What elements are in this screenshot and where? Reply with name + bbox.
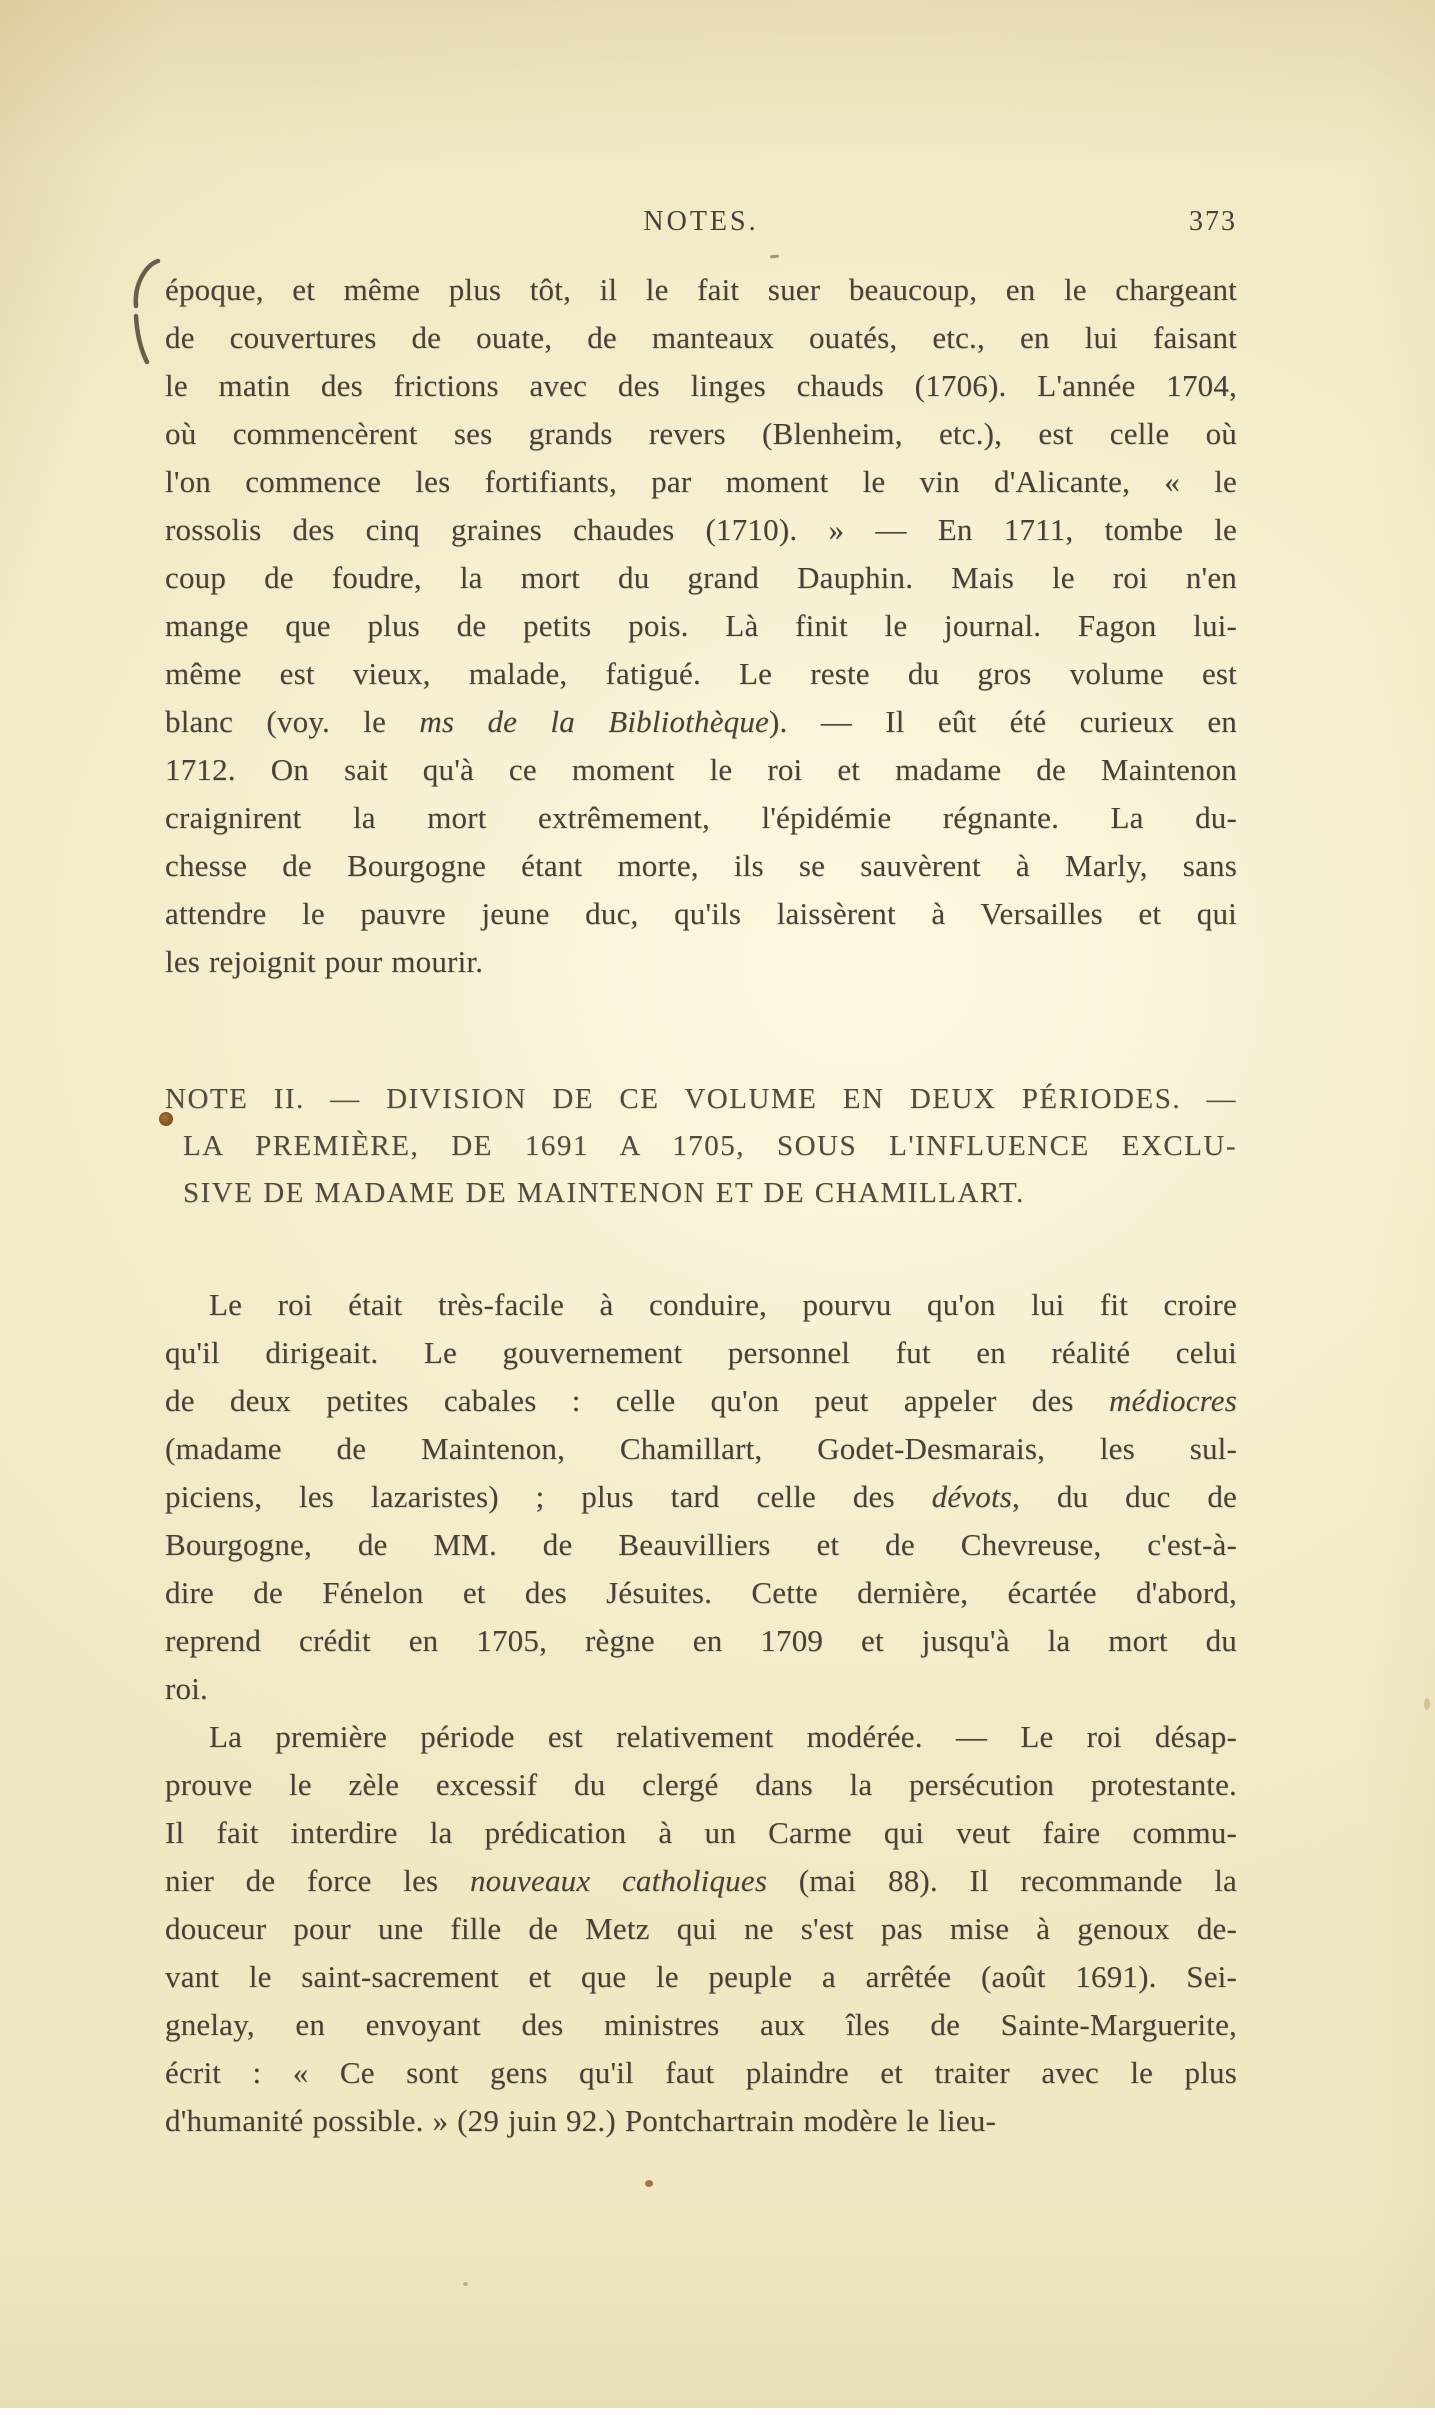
text-line: mange que plus de petits pois. Là finit le journal. Fagon lui- [165, 608, 1237, 643]
text-line: (madame de Maintenon, Chamillart, Godet-Desmarais, les sul- [165, 1431, 1237, 1466]
text-line: Bourgogne, de MM. de Beauvilliers et de Chevreuse, c'est-à- [165, 1527, 1237, 1562]
text-line: qu'il dirigeait. Le gouvernement personnel fut en réalité celui [165, 1335, 1237, 1370]
text-line: rossolis des cinq graines chaudes (1710). » — En 1711, tombe le [165, 512, 1237, 547]
text-line: même est vieux, malade, fatigué. Le reste du gros volume est [165, 656, 1237, 691]
text-line: SIVE DE MADAME DE MAINTENON ET DE CHAMILLART. [183, 1177, 1025, 1209]
text-line: d'humanité possible. » (29 juin 92.) Pontchartrain modère le lieu- [165, 2103, 997, 2138]
text-line: de couvertures de ouate, de manteaux ouatés, etc., en lui faisant [165, 320, 1237, 355]
note2-paragraph-1 [165, 1281, 1237, 1713]
scan-edge [0, 2408, 1435, 2415]
text-line: époque, et même plus tôt, il le fait suer beaucoup, en le chargeant [165, 272, 1237, 307]
text-line: Le roi était très-facile à conduire, pourvu qu'on lui fit croire [209, 1287, 1237, 1322]
page-number: 373 [1189, 206, 1237, 237]
text-line: reprend crédit en 1705, règne en 1709 et jusqu'à la mort du [165, 1623, 1237, 1658]
text-line: 1712. On sait qu'à ce moment le roi et madame de Maintenon [165, 752, 1237, 787]
text-line: roi. [165, 1671, 208, 1706]
text-line: vant le saint-sacrement et que le peuple a arrêtée (août 1691). Sei- [165, 1959, 1237, 1994]
text-line: NOTE II. — DIVISION DE CE VOLUME EN DEUX PÉRIODES. — [165, 1083, 1237, 1115]
text-line: chesse de Bourgogne étant morte, ils se sauvèrent à Marly, sans [165, 848, 1237, 883]
text-line: de deux petites cabales : celle qu'on peut appeler des médiocres [165, 1383, 1237, 1418]
paper-speck [1424, 1698, 1430, 1710]
text-line: LA PREMIÈRE, DE 1691 A 1705, SOUS L'INFLUENCE EXCLU- [183, 1130, 1237, 1162]
text-line: Il fait interdire la prédication à un Carme qui veut faire commu- [165, 1815, 1237, 1850]
text-line: où commencèrent ses grands revers (Blenheim, etc.), est celle où [165, 416, 1237, 451]
text-line: gnelay, en envoyant des ministres aux îles de Sainte-Marguerite, [165, 2007, 1237, 2042]
stray-ink-dash [770, 254, 779, 258]
text-line: craignirent la mort extrêmement, l'épidémie régnante. La du- [165, 800, 1237, 835]
text-line: les rejoignit pour mourir. [165, 944, 484, 979]
text-line: le matin des frictions avec des linges chauds (1706). L'année 1704, [165, 368, 1237, 403]
text-line: piciens, les lazaristes) ; plus tard celle des dévots, du duc de [165, 1479, 1237, 1514]
text-line: blanc (voy. le ms de la Bibliothèque). — Il eût été curieux en [165, 704, 1237, 739]
note2-heading [165, 1076, 1237, 1217]
text-line: prouve le zèle excessif du clergé dans la persécution protestante. [165, 1767, 1237, 1802]
running-header [165, 206, 1237, 246]
paper-speck [645, 2180, 653, 2187]
text-line: coup de foudre, la mort du grand Dauphin. Mais le roi n'en [165, 560, 1237, 595]
text-line: nier de force les nouveaux catholiques (mai 88). Il recommande la [165, 1863, 1237, 1898]
paper-speck [463, 2282, 468, 2286]
text-line: l'on commence les fortifiants, par moment le vin d'Alicante, « le [165, 464, 1237, 499]
note2-paragraph-2 [165, 1713, 1237, 2145]
running-header-title: NOTES. [643, 206, 759, 237]
text-line: attendre le pauvre jeune duc, qu'ils laissèrent à Versailles et qui [165, 896, 1237, 931]
text-line: douceur pour une fille de Metz qui ne s'est pas mise à genoux de- [165, 1911, 1237, 1946]
text-line: dire de Fénelon et des Jésuites. Cette dernière, écartée d'abord, [165, 1575, 1237, 1610]
text-line: La première période est relativement modérée. — Le roi désap- [209, 1719, 1237, 1754]
note1-continuation-paragraph [165, 266, 1237, 986]
text-line: écrit : « Ce sont gens qu'il faut plaindre et traiter avec le plus [165, 2055, 1237, 2090]
